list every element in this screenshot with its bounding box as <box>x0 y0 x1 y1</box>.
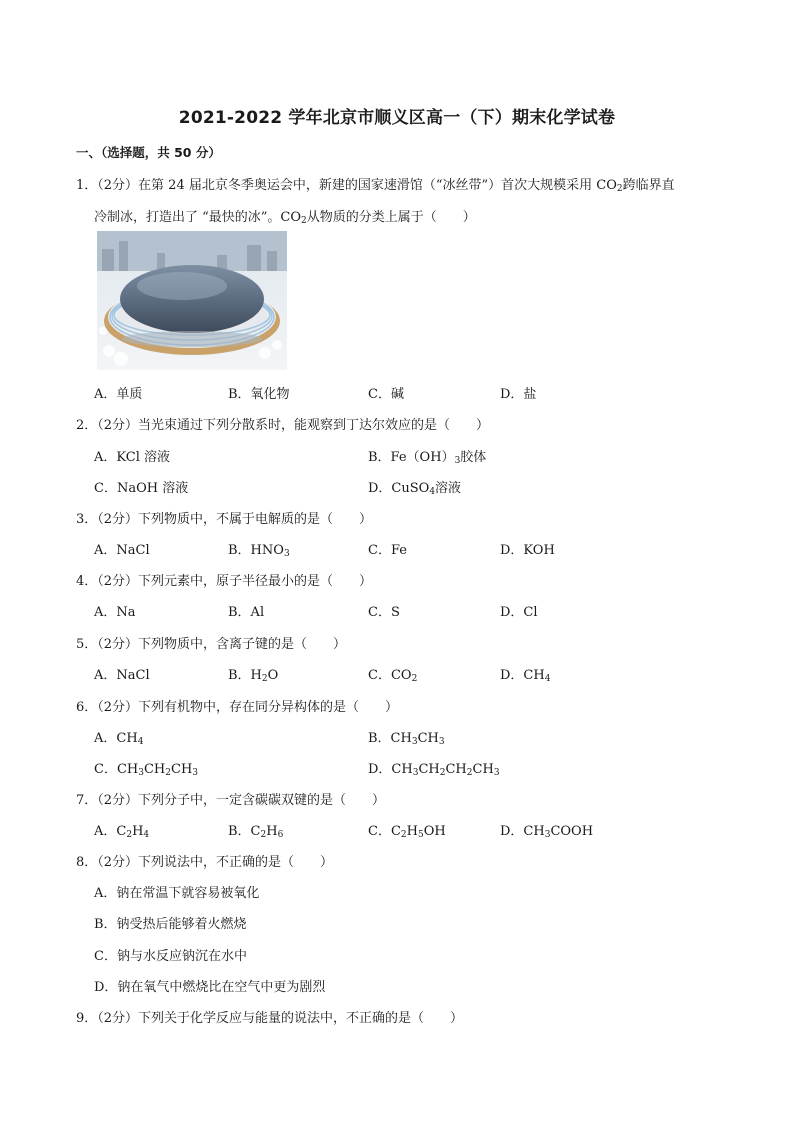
q4-option-d[interactable]: D．Cl <box>500 605 538 620</box>
q3-option-c[interactable]: C．Fe <box>368 543 407 558</box>
q4-option-c[interactable]: C．S <box>368 605 400 620</box>
q1-option-a[interactable]: A．单质 <box>94 387 143 402</box>
question-8: 8．（2分）下列说法中，不正确的是（ ） <box>76 855 334 870</box>
q2-option-c[interactable]: C．NaOH 溶液 <box>94 481 189 496</box>
question-7: 7．（2分）下列分子中，一定含碳碳双键的是（ ） <box>76 793 386 808</box>
q5-option-b[interactable]: B．$H_2O$ <box>228 668 279 684</box>
q7-option-a[interactable]: A．$C_2H_4$ <box>94 824 150 840</box>
question-9: 9．（2分）下列关于化学反应与能量的说法中，不正确的是（ ） <box>76 1011 464 1026</box>
q5-option-a[interactable]: A．NaCl <box>94 668 150 683</box>
q5-option-d[interactable]: D．$CH_4$ <box>500 668 551 684</box>
q3-option-b[interactable]: B．$HNO_3$ <box>228 543 290 559</box>
q8-option-d[interactable]: D．钠在氧气中燃烧比在空气中更为剧烈 <box>94 980 326 995</box>
q8-option-a[interactable]: A．钠在常温下就容易被氧化 <box>94 886 260 901</box>
q6-option-c[interactable]: C．$CH_3CH_2CH_3$ <box>94 762 199 778</box>
q6-option-d[interactable]: D．$CH_3CH_2CH_2CH_3$ <box>368 762 500 778</box>
q8-option-b[interactable]: B．钠受热后能够着火燃烧 <box>94 917 247 932</box>
q7-option-d[interactable]: D．$CH_3COOH$ <box>500 824 594 840</box>
q1-option-d[interactable]: D．盐 <box>500 387 537 402</box>
question-5: 5．（2分）下列物质中，含离子键的是（ ） <box>76 637 347 652</box>
question-4: 4．（2分）下列元素中，原子半径最小的是（ ） <box>76 574 373 589</box>
stadium-illustration <box>97 231 287 370</box>
q5-option-c[interactable]: C．$CO_2$ <box>368 668 418 684</box>
q1-option-b[interactable]: B．氧化物 <box>228 387 290 402</box>
q3-option-d[interactable]: D．KOH <box>500 543 555 558</box>
q2-option-b[interactable]: B．$Fe(OH)_3$胶体 <box>368 450 487 466</box>
q4-option-b[interactable]: B．Al <box>228 605 265 620</box>
page-title: 2021-2022 学年北京市顺义区高一（下）期末化学试卷 <box>178 108 616 128</box>
q2-option-d[interactable]: D．CuSO$_4$溶液 <box>368 481 462 497</box>
q6-option-a[interactable]: A．$CH_4$ <box>94 731 144 747</box>
q8-option-c[interactable]: C．钠与水反应钠沉在水中 <box>94 949 247 964</box>
q1-option-c[interactable]: C．碱 <box>368 387 404 402</box>
question-3: 3．（2分）下列物质中，不属于电解质的是（ ） <box>76 512 373 527</box>
q4-option-a[interactable]: A．Na <box>94 605 136 620</box>
q3-option-a[interactable]: A．NaCl <box>94 543 150 558</box>
question-1-line-2: 冷制冰，打造出了 “最快的冰”。$CO_2$从物质的分类上属于（ ） <box>94 210 476 226</box>
section-heading: 一、（选择题，共 50 分） <box>76 145 221 160</box>
question-2: 2．（2分）当光束通过下列分散系时，能观察到丁达尔效应的是（ ） <box>76 418 490 433</box>
question-6: 6．（2分）下列有机物中，存在同分异构体的是（ ） <box>76 700 399 715</box>
question-1-line-1: 1．（2分）在第 24 届北京冬季奥运会中，新建的国家速滑馆（“冰丝带”）首次大规模采用 $CO_2$跨临界直 <box>76 178 675 194</box>
speed-skating-oval-photo <box>97 231 287 370</box>
q2-option-a[interactable]: A．KCl 溶液 <box>94 450 170 465</box>
q7-option-c[interactable]: C．$C_2H_5OH$ <box>368 824 446 840</box>
q7-option-b[interactable]: B．$C_2H_6$ <box>228 824 284 840</box>
q6-option-b[interactable]: B．$CH_3CH_3$ <box>368 731 445 747</box>
